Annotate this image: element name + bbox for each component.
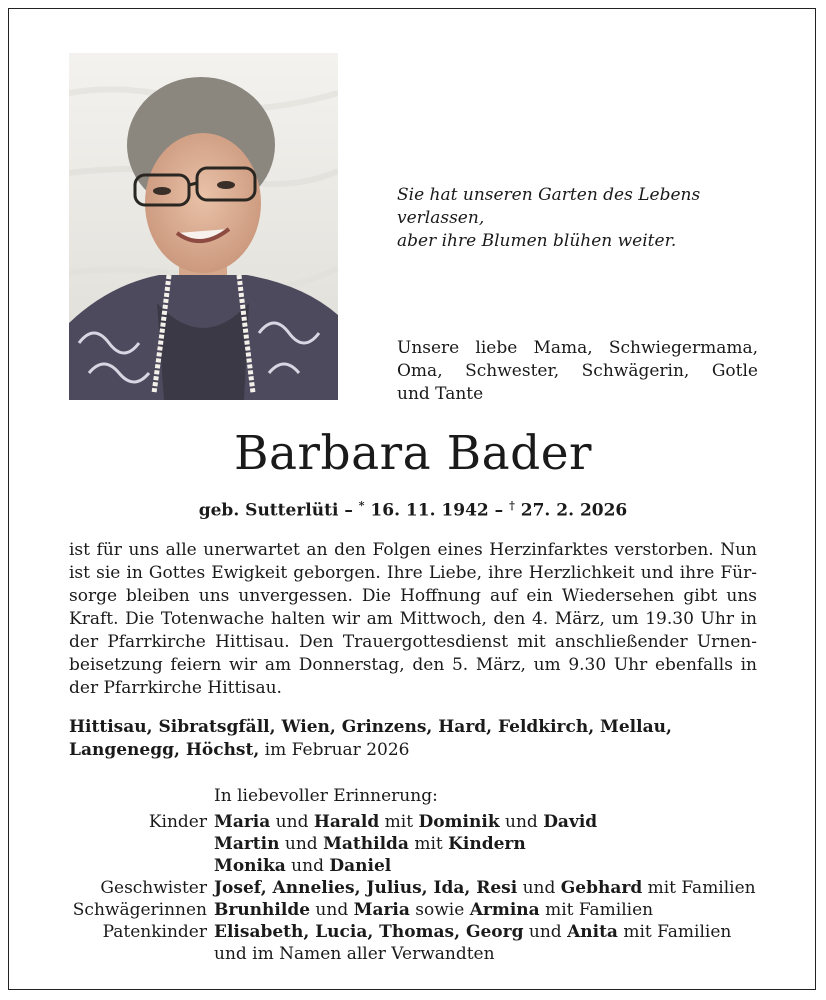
portrait-illustration xyxy=(69,53,338,400)
conjunction: und xyxy=(499,812,544,832)
mourner-name: David xyxy=(543,812,598,832)
body-line: beisetzung feiern wir am Donnerstag, den 5. März, um 9.30 Uhr ebenfalls in xyxy=(69,655,757,675)
birth-star-symbol: * xyxy=(358,499,365,512)
mourner-row xyxy=(0,811,826,833)
group-label-patenkinder: Patenkinder xyxy=(102,922,207,942)
mourner-row xyxy=(0,855,826,877)
mourner-name: Brunhilde xyxy=(214,900,311,920)
mourner-name: Mathilda xyxy=(323,834,409,854)
intro-text xyxy=(397,337,758,406)
date-place: im Februar 2026 xyxy=(259,740,410,760)
mourner-name: Armina xyxy=(469,900,540,920)
mourner-name: Josef, Annelies, Julius, Ida, Resi xyxy=(214,878,518,898)
conjunction: und xyxy=(517,878,561,898)
group-label-geschwister: Geschwister xyxy=(100,878,207,898)
birth-date: 16. 11. 1942 xyxy=(364,500,489,521)
portrait-photo xyxy=(69,53,338,400)
mourner-name: Dominik xyxy=(418,812,500,832)
separator: – xyxy=(488,500,510,521)
quote-line-2: aber ihre Blumen blühen weiter. xyxy=(397,231,677,251)
mourner-row xyxy=(0,833,826,855)
conjunction: mit xyxy=(408,834,449,854)
deceased-name: Barbara Bader xyxy=(234,426,592,481)
mourner-row xyxy=(0,877,826,899)
mourner-name: Monika xyxy=(214,856,286,876)
conjunction: mit Familien xyxy=(642,878,756,898)
body-line: ist sie in Gottes Ewigkeit geborgen. Ihre Liebe, ihre Herzlichkeit und ihre Für- xyxy=(69,563,757,583)
body-line: Kraft. Die Totenwache halten wir am Mittwoch, den 4. März, um 19.30 Uhr in xyxy=(69,609,757,629)
conjunction: und xyxy=(279,834,324,854)
mourner-name: Anita xyxy=(567,922,618,942)
body-line: der Pfarrkirche Hittisau. xyxy=(69,678,282,698)
mourner-name: Martin xyxy=(214,834,280,854)
conjunction: und xyxy=(285,856,330,876)
conjunction: mit xyxy=(379,812,419,832)
body-line: der Pfarrkirche Hittisau. Den Trauergottesdienst mit anschließender Urnen- xyxy=(69,632,757,652)
maiden-name: geb. Sutterlüti xyxy=(198,500,339,521)
quote-line-1: Sie hat unseren Garten des Lebens verlassen, xyxy=(397,185,701,228)
relatives-line: und im Namen aller Verwandten xyxy=(214,944,495,964)
conjunction: sowie xyxy=(409,900,470,920)
conjunction: mit Familien xyxy=(539,900,654,920)
mourners-list xyxy=(0,811,826,965)
places-list-2: Langenegg, Höchst, xyxy=(69,740,260,760)
intro-line-1: Unsere liebe Mama, Schwiegermama, xyxy=(397,338,758,358)
death-date: 27. 2. 2026 xyxy=(514,500,628,521)
places-list: Hittisau, Sibratsgfäll, Wien, Grinzens, Hard, Feldkirch, Mellau, xyxy=(69,717,672,737)
separator: – xyxy=(338,500,359,521)
intro-line-2: Oma, Schwester, Schwägerin, Gotle xyxy=(397,361,758,381)
mourner-name: Harald xyxy=(313,812,380,832)
mourner-name: Maria xyxy=(353,900,410,920)
mourner-row xyxy=(0,899,826,921)
mourner-name: Gebhard xyxy=(560,878,643,898)
group-label-kinder: Kinder xyxy=(148,812,207,832)
mourner-row xyxy=(0,943,826,965)
conjunction: und xyxy=(523,922,568,942)
mourner-name: Kindern xyxy=(448,834,526,854)
mourner-name: Elisabeth, Lucia, Thomas, Georg xyxy=(214,922,524,942)
conjunction: und xyxy=(310,900,354,920)
mourner-name: Daniel xyxy=(329,856,392,876)
conjunction: mit Familien xyxy=(617,922,732,942)
mourner-name: Maria xyxy=(214,812,271,832)
body-line: ist für uns alle unerwartet an den Folgen eines Herzinfarktes verstorben. Nun xyxy=(69,540,757,560)
conjunction: und xyxy=(270,812,314,832)
body-line: sorge bleiben uns unvergessen. Die Hoffnung auf ein Wiedersehen gibt uns xyxy=(69,586,757,606)
memory-heading: In liebevoller Erinnerung: xyxy=(214,786,438,806)
memorial-quote xyxy=(397,184,787,253)
mourner-row xyxy=(0,921,826,943)
birth-death-line xyxy=(0,494,826,523)
intro-line-3: und Tante xyxy=(397,384,484,404)
places-line xyxy=(69,716,759,762)
group-label-schwaegerinnen: Schwägerinnen xyxy=(72,900,207,920)
death-cross-symbol: † xyxy=(509,499,515,512)
obituary-body xyxy=(69,539,757,700)
